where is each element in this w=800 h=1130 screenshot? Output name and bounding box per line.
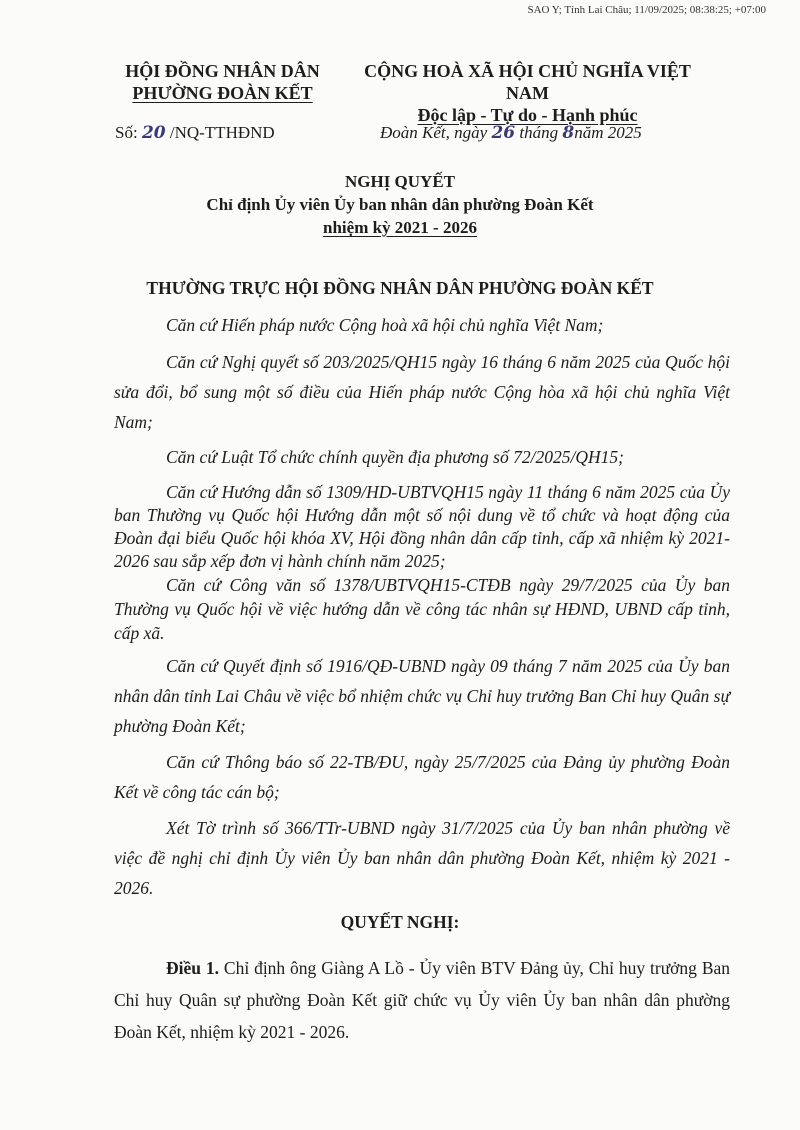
basis-item: Căn cứ Nghị quyết số 203/2025/QH15 ngày 16 tháng 6 năm 2025 của Quốc hội sửa đổi, bổ sung một số điều của Hiến pháp nước Cộng hòa xã hội chủ nghĩa Việt Nam; — [114, 352, 730, 432]
article-1 — [114, 952, 730, 1048]
org-name-line2: PHƯỜNG ĐOÀN KẾT — [132, 83, 313, 103]
article-1-text: Chỉ định ông Giàng A Lồ - Ủy viên BTV Đảng ủy, Chỉ huy trưởng Ban Chỉ huy Quân sự phường Đoàn Kết giữ chức vụ Ủy viên Ủy ban nhân dân phường Đoàn Kết, nhiệm kỳ 2021 - 2026. — [114, 958, 731, 1042]
basis-item: Xét Tờ trình số 366/TTr-UBND ngày 31/7/2025 của Ủy ban nhân phường về việc đề nghị chỉ định Ủy viên Ủy ban nhân dân phường Đoàn Kết, nhiệm kỳ 2021 - 2026. — [114, 818, 730, 898]
national-heading — [345, 60, 710, 126]
document-term: nhiệm kỳ 2021 - 2026 — [323, 218, 477, 237]
issuing-organization — [100, 60, 345, 104]
document-type: NGHỊ QUYẾT — [344, 172, 456, 191]
basis-item: Căn cứ Luật Tổ chức chính quyền địa phương số 72/2025/QH15; — [166, 447, 624, 467]
digital-copy-stamp: SAO Y; Tỉnh Lai Châu; 11/09/2025; 08:38:25; +07:00 — [527, 4, 766, 16]
legal-bases — [114, 311, 730, 903]
article-1-label: Điều 1. — [166, 958, 220, 978]
basis-item: Căn cứ Công văn số 1378/UBTVQH15-CTĐB ngày 29/7/2025 của Ủy ban Thường vụ Quốc hội về việc hướng dẫn về công tác nhân sự HĐND, UBND cấp tỉnh, cấp xã. — [114, 575, 730, 643]
document-number: Số: 20 /NQ-TTHĐND — [115, 123, 275, 143]
decision-heading: QUYẾT NGHỊ: — [340, 912, 460, 932]
basis-item: Căn cứ Hướng dẫn số 1309/HD-UBTVQH15 ngày 11 tháng 6 năm 2025 của Ủy ban Thường vụ Quốc hội Hướng dẫn một số nội dung về tổ chức và hoạt động của Đoàn đại biểu Quốc hội khóa XV, Hội đồng nhân dân cấp tỉnh, cấp xã nhiệm kỳ 2021-2026 sau sắp xếp đơn vị hành chính năm 2025; — [114, 482, 730, 571]
nation-name: CỘNG HOÀ XÃ HỘI CHỦ NGHĨA VIỆT NAM — [364, 61, 691, 103]
basis-item: Căn cứ Quyết định số 1916/QĐ-UBND ngày 09 tháng 7 năm 2025 của Ủy ban nhân dân tỉnh Lai Châu về việc bổ nhiệm chức vụ Chỉ huy trưởng Ban Chỉ huy Quân sự phường Đoàn Kết; — [114, 656, 730, 736]
authority-heading: THƯỜNG TRỰC HỘI ĐỒNG NHÂN DÂN PHƯỜNG ĐOÀN KẾT — [146, 278, 654, 298]
handwritten-day: 26 — [491, 123, 516, 143]
basis-item: Căn cứ Hiến pháp nước Cộng hoà xã hội chủ nghĩa Việt Nam; — [166, 315, 604, 335]
basis-item: Căn cứ Thông báo số 22-TB/ĐU, ngày 25/7/2025 của Đảng ủy phường Đoàn Kết về công tác cán bộ; — [114, 752, 730, 802]
handwritten-month: 8 — [562, 123, 575, 143]
handwritten-number: 20 — [141, 123, 166, 143]
motto: Độc lập - Tự do - Hạnh phúc — [417, 105, 638, 125]
document-date: Đoàn Kết, ngày 26 tháng 8năm 2025 — [380, 123, 642, 143]
document-subject: Chỉ định Ủy viên Ủy ban nhân dân phường Đoàn Kết — [206, 195, 594, 214]
org-name-line1: HỘI ĐỒNG NHÂN DÂN — [125, 61, 320, 81]
